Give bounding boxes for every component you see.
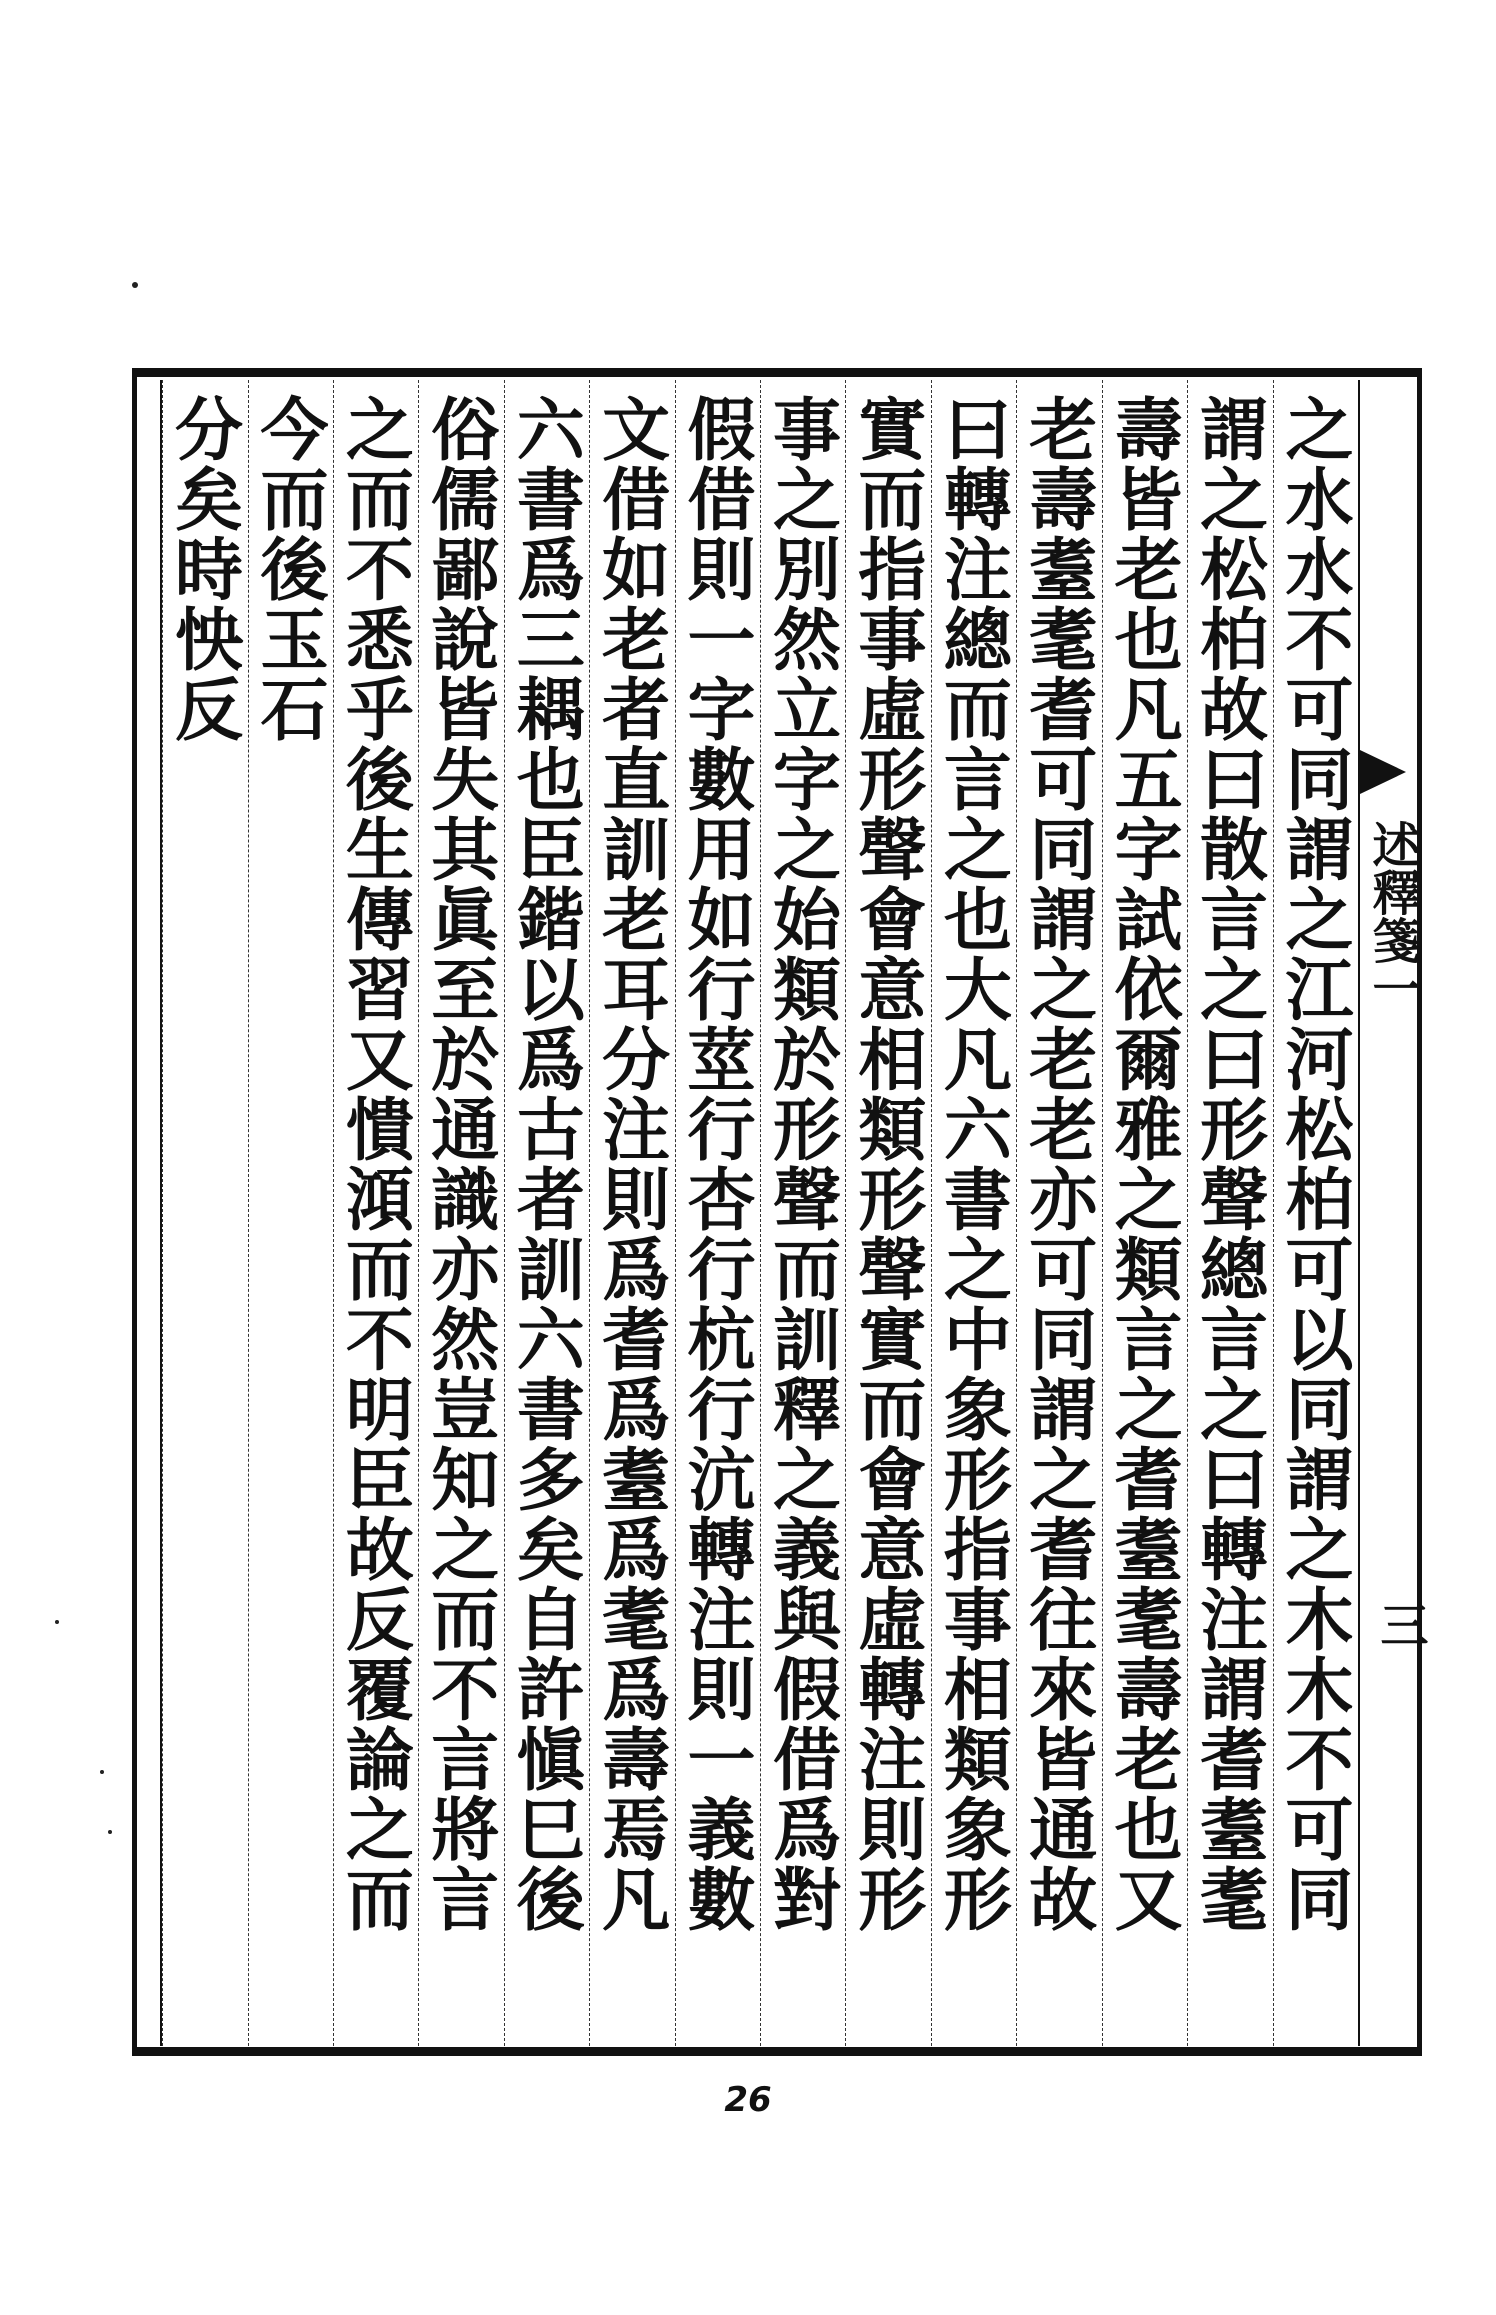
folio-number: 三 [1372,1600,1428,1648]
text-column: 曰轉注總而言之也大凡六書之中象形指事相類象形 [931,380,1016,2046]
text-column: 老壽耋耄耆可同謂之老老亦可同謂之耆往來皆通故 [1016,380,1101,2046]
text-column: 謂之松柏故曰散言之曰形聲總言之曰轉注謂耆耋耄 [1187,380,1272,2046]
fishtail-mark [1360,750,1406,794]
text-column: 分矣時怏反 [162,380,247,2046]
ink-speck [108,1830,112,1834]
text-column: 實而指事虛形聲會意相類形聲實而會意虛轉注則形 [845,380,930,2046]
text-column: 文借如老者直訓老耳分注則爲耆爲耋爲耄爲壽焉凡 [589,380,674,2046]
blockhead-margin [1358,380,1428,2046]
text-column: 俗儒鄙說皆失其眞至於通識亦然豈知之而不言將言 [418,380,503,2046]
text-column: 六書爲三耦也臣鍇以爲古者訓六書多矣自許愼巳後 [504,380,589,2046]
text-column: 今而後玉石 [248,380,333,2046]
ink-speck [132,282,138,288]
margin-title: 述釋箋一 [1364,820,1420,1012]
text-columns [162,380,1358,2046]
text-column: 壽皆老也凡五字試依爾雅之類言之耆耋耄壽老也又 [1102,380,1187,2046]
text-column: 假借則一字數用如行莖行杏行杭行沆轉注則一義數 [675,380,760,2046]
text-column: 之水水不可同謂之江河松柏可以同謂之木木不可同 [1273,380,1358,2046]
text-column: 事之別然立字之始類於形聲而訓釋之義與假借爲對 [760,380,845,2046]
page-number: 26 [724,2080,772,2120]
ink-speck [100,1770,104,1774]
text-column: 之而不悉乎後生傳習又憒澒而不明臣故反覆論之而 [333,380,418,2046]
ink-speck [55,1620,59,1624]
